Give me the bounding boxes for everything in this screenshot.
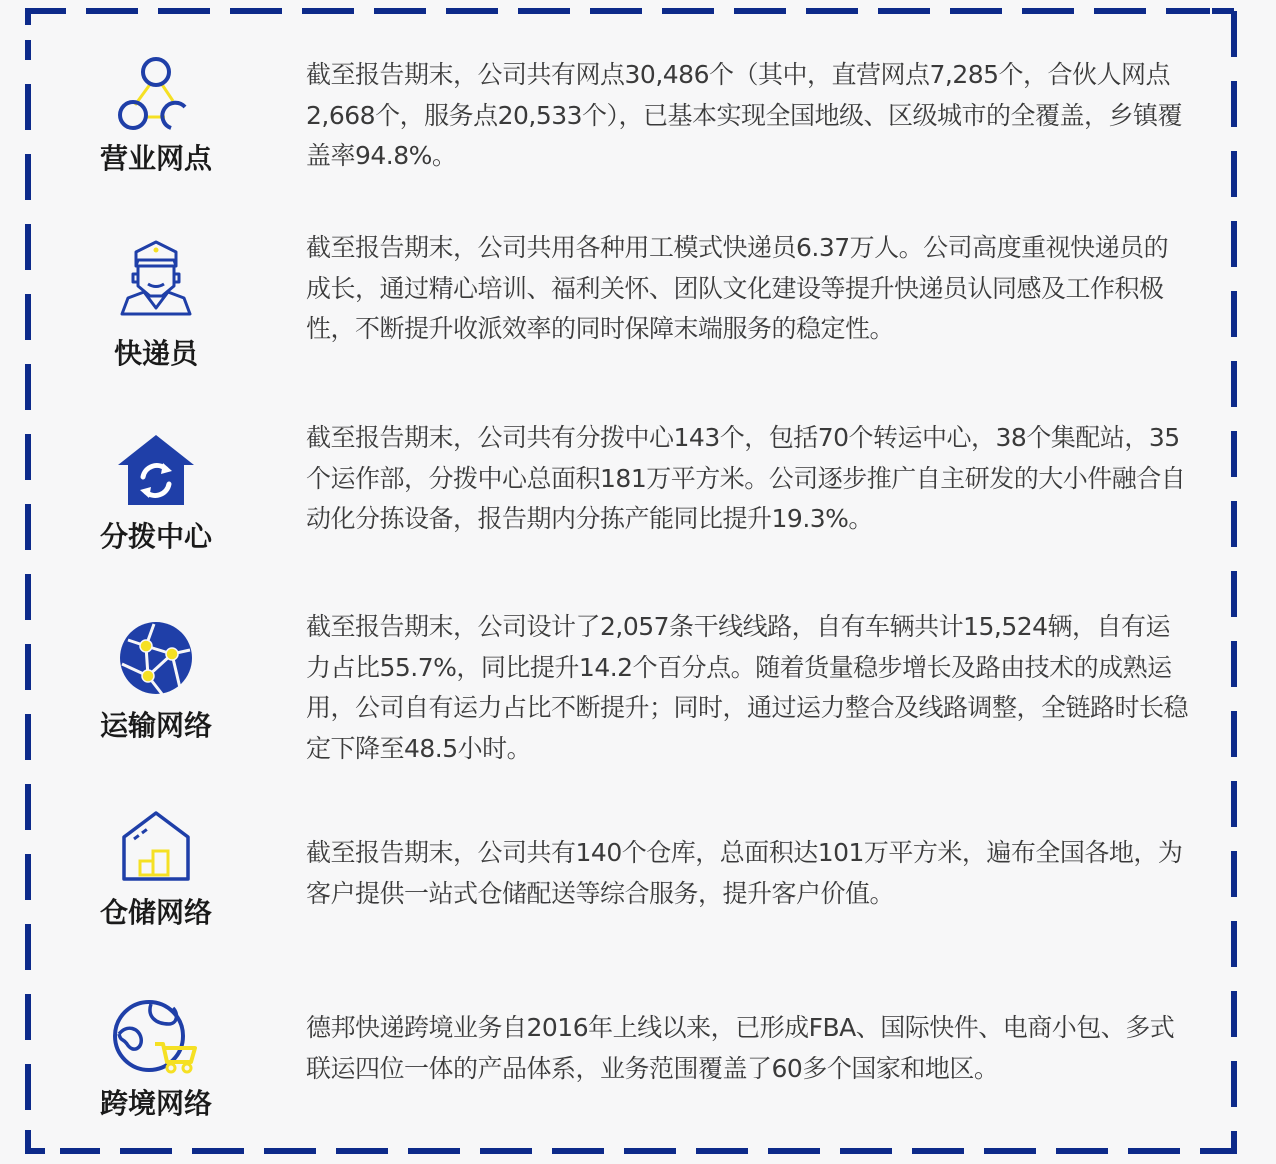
cross-border-icon-group: [86, 998, 226, 1122]
outlets-icon-group: [86, 55, 226, 177]
warehouse-icon: [120, 809, 192, 883]
section-label: 仓储网络: [99, 896, 212, 929]
section-description: 截至报告期末，公司共有分拨中心143个，包括70个转运中心，38个集配站，35个运作部，分拨中心总面积181万平方米。公司逐步推广自主研发的大小件融合自动化分拣设备，报告期内分拣产能同比提升19.3%。: [306, 423, 1186, 533]
section-description: 截至报告期末，公司共用各种用工模式快递员6.37万人。公司高度重视快递员的成长，通过精心培训、福利关怀、团队文化建设等提升快递员认同感及工作积极性，不断提升收派效率的同时保障末端服务的稳定性。: [306, 233, 1169, 343]
courier-icon: [116, 238, 196, 318]
section-label: 营业网点: [99, 142, 212, 175]
transport-network-globe-icon: [118, 620, 194, 696]
section-label: 快递员: [113, 337, 198, 370]
cross-border-globe-cart-icon: [111, 998, 201, 1074]
section-description: 截至报告期末，公司设计了2,057条干线线路，自有车辆共计15,524辆，自有运力占比55.7%，同比提升14.2个百分点。随着货量稳步增长及路由技术的成熟运用，公司自有运力占比不断提升；同时，通过运力整合及线路调整，全链路时长稳定下降至48.5小时。: [306, 612, 1189, 763]
section-description: 截至报告期末，公司共有140个仓库，总面积达101万平方米，遍布全国各地，为客户提供一站式仓储配送等综合服务，提升客户价值。: [306, 838, 1183, 908]
transport-icon-group: [86, 620, 226, 744]
warehouse-icon-group: [86, 809, 226, 931]
sorting-icon-group: [86, 433, 226, 555]
couriers-icon-group: [86, 238, 226, 372]
sorting-center-icon: [116, 433, 196, 507]
section-label: 跨境网络: [99, 1087, 212, 1120]
network-nodes-icon: [111, 55, 201, 135]
section-label: 分拨中心: [99, 520, 212, 553]
section-description: 德邦快递跨境业务自2016年上线以来，已形成FBA、国际快件、电商小包、多式联运四位一体的产品体系，业务范围覆盖了60多个国家和地区。: [306, 1013, 1175, 1083]
section-label: 运输网络: [99, 709, 212, 742]
section-description: 截至报告期末，公司共有网点30,486个（其中，直营网点7,285个，合伙人网点2,668个，服务点20,533个），已基本实现全国地级、区级城市的全覆盖，乡镇覆盖率94.8%。: [306, 60, 1183, 170]
